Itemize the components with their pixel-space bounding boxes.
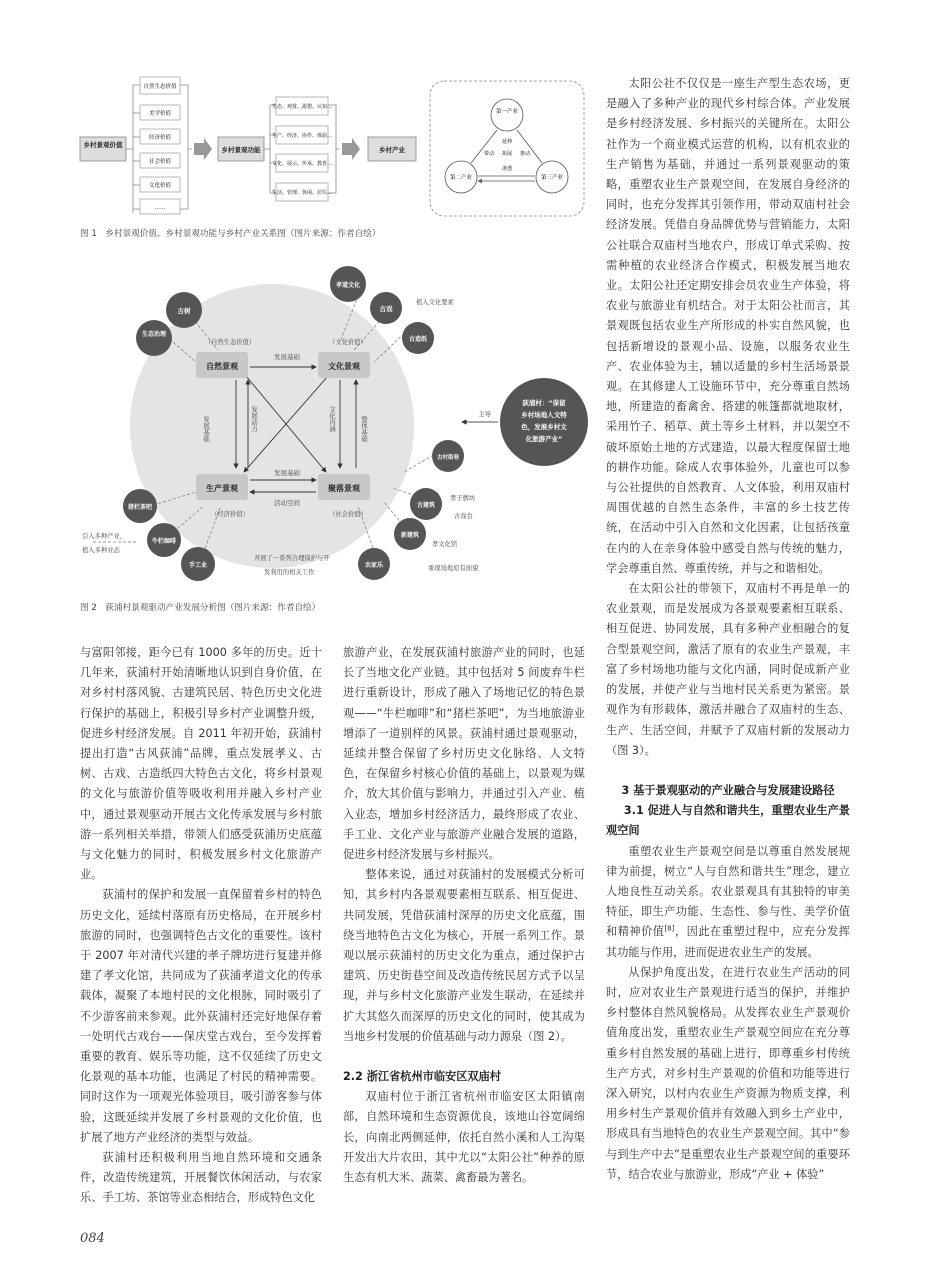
- fig2-reappear: 重现场地原有面貌: [428, 565, 479, 572]
- svg-text:文化价值: 文化价值: [148, 183, 172, 189]
- fig2-edge-bottom: 活动空间: [274, 499, 300, 507]
- fig2-value-culture: （文化价值）: [329, 339, 367, 346]
- svg-text:文化、展示、传承、教育…: 文化、展示、传承、教育…: [271, 161, 333, 167]
- svg-text:生活、管理、休闲、居住…: 生活、管理、休闲、居住…: [271, 190, 333, 196]
- svg-text:渗透: 渗透: [501, 166, 513, 172]
- column-1: [80, 643, 322, 1209]
- figure-1: [78, 75, 588, 220]
- svg-text:孝道文化: 孝道文化: [335, 282, 361, 289]
- col3-paragraph-3: 重塑农业生产景观空间是以尊重自然发展规律为前提，树立“人与自然和谐共生”理念，建立人地良性互动关系。农业景观具有其独特的审美特征，即生产功能、生态性、参与性、美学价值和精神价值[8]，因此在重塑过程中，应充分发挥其功能与作用，进而促进农业生产的发展。: [606, 844, 850, 959]
- fig2-node-nature: [196, 352, 248, 378]
- fig2-node-settlement: [318, 474, 370, 500]
- svg-text:古村街巷: 古村街巷: [436, 455, 460, 461]
- reference-8[interactable]: [8]: [664, 924, 675, 933]
- svg-text:手工业: 手工业: [188, 562, 208, 569]
- svg-text:古造纸: 古造纸: [408, 336, 428, 343]
- fig2-node-production: [196, 474, 248, 500]
- fig2-edge-left-up: 发展动力: [250, 406, 258, 432]
- column-3: [606, 74, 850, 1185]
- svg-text:拓展: 拓展: [501, 151, 513, 157]
- fig1-mid-box: 乡村景观功能: [221, 146, 261, 154]
- svg-text:自然生态价值: 自然生态价值: [143, 84, 177, 90]
- col2-paragraph-2: 整体来说，通过对荻浦村的发展模式分析可知，其乡村内各景观要素相互联系、相互促进、共同发展，凭借荻浦村深厚的历史文化底蕴，围绕当地特色古文化为核心，开展一系列工作。景观以展示荻浦村的历史文化为重点，通过保护古建筑、历史街巷空间及改造传统民居方式予以呈现，并与乡村文化旅游产业发生联动，在延续并扩大其悠久而深厚的历史文化的同时，使其成为当地乡村发展的价值基础与动力源泉（图 2）。: [343, 868, 585, 1043]
- svg-text:古树: 古树: [177, 307, 191, 315]
- svg-text:自然景观: 自然景观: [206, 362, 238, 371]
- fig2-side-1: 荻浦村：“保留: [522, 399, 566, 407]
- figure-2-caption: 图 2 荻浦村景观驱动产业发展分析图（图片来源：作者自绘）: [80, 603, 321, 613]
- fig2-xiaowenhuaguan: 孝文化馆: [432, 541, 458, 548]
- svg-text:农家乐: 农家乐: [364, 562, 384, 569]
- col2-paragraph-1: 旅游产业，在发展荻浦村旅游产业的同时，也延长了当地文化产业链。其中包括对 5 间废弃牛栏进行重新设计，形成了融入了场地记忆的特色景观——“牛栏咖啡”和“猪栏茶吧”，为当地旅游业增添了一道别样的风景。荻浦村通过景观驱动，延续并整合保留了乡村历史文化脉络、人文特色，在保留乡村核心价值的基础上，以景观为媒介，放大其价值与影响力，并通过引入产业、植入业态，增加乡村经济活力，最终形成了农业、手工业、文化产业与旅游产业融合发展的道路，促进乡村经济发展与乡村振兴。: [343, 646, 585, 862]
- fig2-edge-mid: 发展基础: [274, 469, 300, 477]
- figure-2: [78, 262, 593, 592]
- fig2-side-3: 色，发展乡村文: [521, 423, 567, 431]
- fig2-note-2: 发利用的相关工作: [264, 569, 315, 576]
- fig2-lead: 主导: [478, 410, 491, 418]
- svg-text:生态、观赏、游憩、认知…: 生态、观赏、游憩、认知…: [271, 104, 333, 110]
- fig1-ind3: 第三产业: [540, 175, 564, 181]
- fig2-side-4: 化旅游产业”: [525, 435, 563, 443]
- svg-text:牛栏咖啡: 牛栏咖啡: [151, 538, 177, 545]
- fig1-right-box: 乡村产业: [379, 146, 405, 154]
- section-heading-3-1: 3.1 促进人与自然和谐共生，重塑农业生产景观空间: [606, 804, 850, 838]
- column-2: [343, 643, 585, 1188]
- col3-paragraph-2: 在太阳公社的带领下，双庙村不再是单一的农业景观，而是发展成为各景观要素相互联系、相互促进、协同发展，具有多种产业相融合的复合型景观空间，激活了原有的农业生产景观，丰富了乡村场地功能与文化内涵，同时促成新产业的发展，并使产业与当地村民关系更为紧密。景观作为有形载体，激活并融合了双庙村的生态、生产、生活空间，并赋予了双庙村新的发展动力（图 3）。: [606, 582, 850, 757]
- svg-text:生产景观: 生产景观: [206, 484, 238, 493]
- section-heading-2-2: 2.2 浙江省杭州市临安区双庙村: [343, 1070, 501, 1084]
- col3-paragraph-4: 从保护角度出发，在进行农业生产活动的同时，应对农业生产景观进行适当的保护，并维护乡村整体自然风貌格局。从发挥农业生产景观价值角度出发，重塑农业生产景观空间应在充分尊重乡村自然发展的基础上进行，即尊重乡村传统生产方式，对乡村生产景观的价值和功能等进行深入研究，以村内农业生产资源为物质支撑，利用乡村生产景观价值并有效融入到乡土产业中，形成具有当地特色的农业生产景观空间。其中“参与到生产中去”是重塑农业生产景观空间的重要环节，结合农业与旅游业，形成“产业 + 体验”: [606, 965, 850, 1181]
- col3-paragraph-1: 太阳公社不仅仅是一座生产型生态农场，更是融入了多种产业的现代乡村综合体。产业发展是乡村经济发展、乡村振兴的关键所在。太阳公社作为一个商业模式运营的机构，以有机农业的生产销售为基础，并通过一系列景观驱动的策略，重塑农业生产景观空间，在发展自身经济的同时，也充分发挥其引领作用，带动双庙村社会经济发展。凭借自身品牌优势与营销能力，太阳公社联合双庙村当地农户，形成订单式采购、按需种植的农业经济合作模式，积极发展当地农业。太阳公社还定期安排会员农业生产体验，将农业与旅游业有机结合。对于太阳公社而言，其景观既包括农业生产所形成的朴实自然风貌，也包括新增设的景观小品、设施，以服务农业生产、农业体验为主，辅以适量的乡村生活场景景观。在其修建人工设施环节中，充分尊重自然场地，所建造的畜禽舍、搭建的帐篷都就地取材，采用竹子、稻草、黄土等乡土材料，并以架空不破坏原始土地的方式建造，以最大程度保留土地的耕作功能。除成人农事体验外，儿童也可以参与公社提供的自然教育、人文体验，利用双庙村周围优越的自然生态条件，丰富的乡土技艺传统，在活动中引入自然和文化因素，让包括孩童在内的人在亲身体验中感受自然与传统的魅力，学会尊重自然、尊重传统，并与之和谐相处。: [606, 77, 850, 575]
- svg-text:猪栏茶吧: 猪栏茶吧: [127, 504, 153, 511]
- fig2-paifang: 孝子牌坊: [450, 495, 476, 502]
- svg-text:文化景观: 文化景观: [328, 362, 360, 371]
- fig2-side-2: 乡村场地人文特: [521, 411, 567, 419]
- col1-paragraph-1: 与富阳邻接，距今已有 1000 多年的历史。近十几年来，荻浦村开始清晰地认识到自身价值，在对乡村村落风貌、古建筑民居、特色历史文化进行保护的基础上，积极引导乡村产业调整升级，促进乡村经济发展。自 2011 年初开始，荻浦村提出打造“古风荻浦”品牌，重点发展孝义、古树、古戏、古造纸四大特色古文化，将乡村景观的文化与旅游价值等吸收利用并融入乡村产业中，通过景观驱动开展古文化传承发展与乡村旅游一系列相关举措，带领人们感受荻浦历史底蕴与文化魅力的同时，积极发展乡村文化旅游产业。: [80, 646, 322, 882]
- fig1-ind2: 第二产业: [449, 175, 473, 181]
- fig2-value-production: （经济价值）: [211, 511, 249, 518]
- svg-text:延伸: 延伸: [501, 139, 513, 145]
- fig1-ind1: 第一产业: [495, 109, 519, 115]
- col1-paragraph-2: 荻浦村的保护和发展一直保留着乡村的特色历史文化，延续村落原有历史格局，在开展乡村旅游的同时，也强调特色古文化的重要性。该村于 2007 年对清代兴建的孝子牌坊进行复建并修建了孝文化馆，共同成为了荻浦孝道文化的传承载体，凝聚了本地村民的文化根脉，同时吸引了不少游客前来参观。此外荻浦村还完好地保存着一处明代古戏台——保庆堂古戏台，至今发挥着重要的教育、娱乐等功能，这不仅延续了历史文化景观的基本功能，也满足了村民的精神需要。同时这作为一项观光体验项目，吸引游客参与体验，这既延续并发展了乡村景观的文化价值，也扩展了地方产业经济的类型与效益。: [80, 888, 322, 1144]
- fig2-implant-culture: 植入文化要素: [416, 299, 454, 306]
- fig1-functions: [272, 97, 332, 201]
- svg-text:古戏: 古戏: [379, 305, 393, 313]
- svg-text:生产、经济、协作、体验…: 生产、经济、协作、体验…: [271, 133, 333, 139]
- svg-text:生态治理: 生态治理: [141, 331, 167, 338]
- fig2-edge-right-down: 文化内涵: [328, 406, 336, 432]
- fig2-value-settlement: （社会价值）: [329, 511, 367, 518]
- fig2-edge-right-up: 整体基础: [360, 416, 368, 442]
- fig1-values: [140, 77, 180, 214]
- svg-text:带动: 带动: [483, 151, 495, 157]
- page-number: 084: [80, 1231, 105, 1246]
- svg-text:经济价值: 经济价值: [148, 135, 172, 141]
- fig1-left-box: 乡村景观价值: [83, 141, 123, 149]
- fig2-node-culture: [318, 352, 370, 378]
- svg-text:社会价值: 社会价值: [148, 159, 172, 165]
- svg-text:古建筑: 古建筑: [416, 502, 436, 509]
- svg-text:美学价值: 美学价值: [148, 111, 172, 117]
- fig2-xitai: 古戏台: [454, 513, 473, 520]
- fig2-intro-2: 植入多种业态: [82, 547, 120, 554]
- svg-text:新建筑: 新建筑: [400, 532, 420, 539]
- svg-text:聚落景观: 聚落景观: [328, 484, 360, 493]
- figure-1-caption: 图 1 乡村景观价值、乡村景观功能与乡村产业关系图（图片来源：作者自绘）: [80, 229, 381, 239]
- fig2-note-1: 开展了一系列合理保护与开: [254, 555, 330, 562]
- svg-text:……: ……: [154, 205, 166, 211]
- col2-paragraph-3: 双庙村位于浙江省杭州市临安区太阳镇南部，自然环境和生态资源优良，该地山谷宽阔绵长，向南北两侧延伸，依托自然小溪和人工沟渠开发出大片农田，其中尤以“太阳公社”种养的原生态有机大米、蔬菜、禽畜最为著名。: [343, 1090, 585, 1185]
- fig2-edge-left-down: 发展基础: [202, 416, 210, 442]
- section-heading-3: 3 基于景观驱动的产业融合与发展建设路径: [621, 783, 835, 797]
- col1-paragraph-3: 荻浦村还积极利用当地自然环境和交通条件，改造传统建筑，开展餐饮休闲活动，与农家乐、手工坊、茶馆等业态相结合，形成特色文化: [80, 1151, 322, 1205]
- fig2-value-nature: （自然生态价值）: [204, 339, 256, 346]
- fig2-edge-top: 发展基础: [274, 353, 300, 361]
- svg-text:推动: 推动: [519, 151, 531, 157]
- fig2-intro-1: 引入多种产业，: [82, 533, 127, 540]
